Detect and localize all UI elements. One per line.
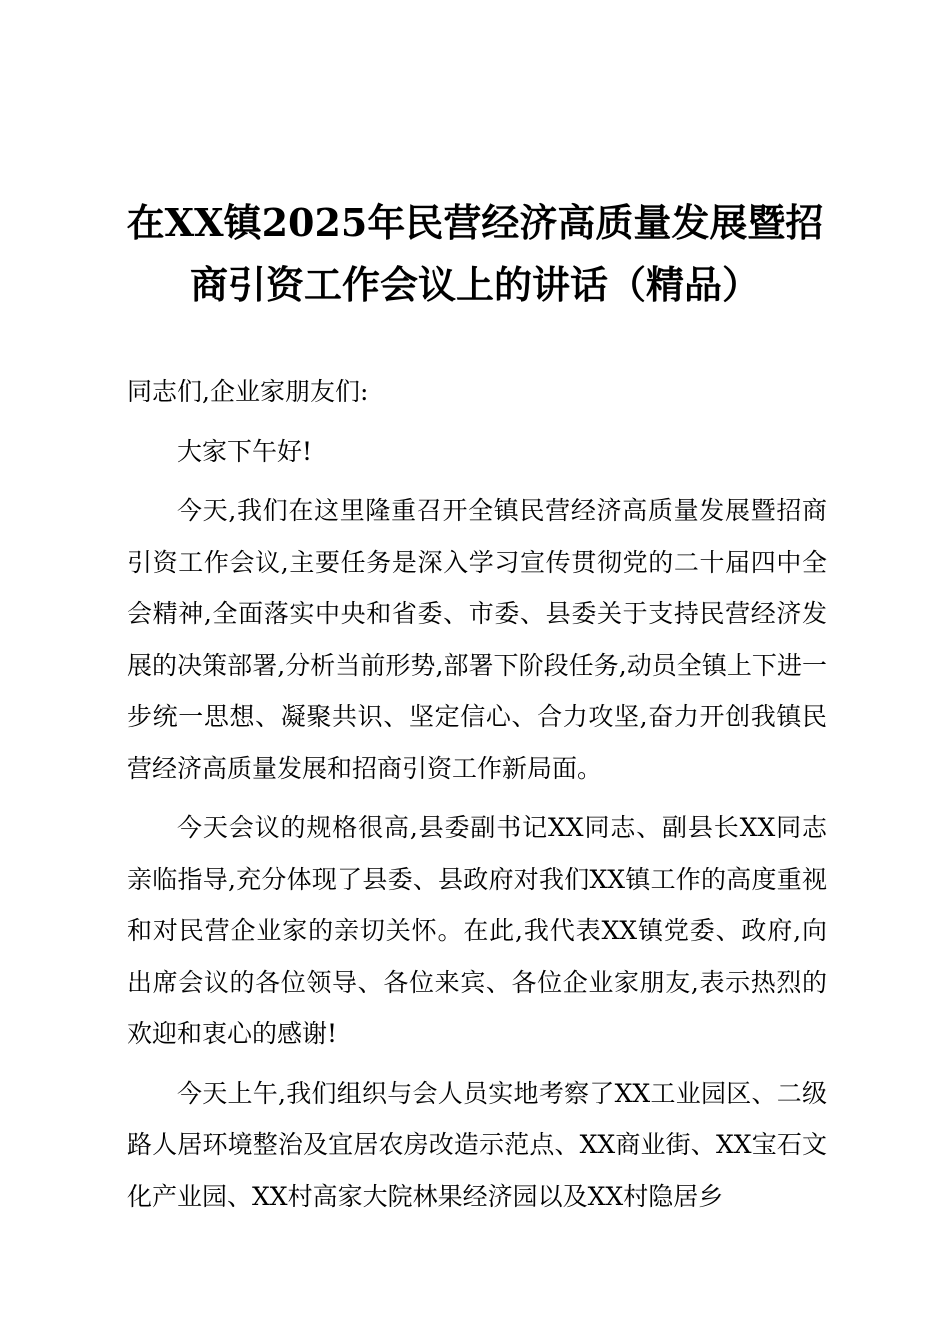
title-line-2: 商引资工作会议上的讲话（精品）	[189, 262, 760, 307]
salutation: 同志们,企业家朋友们:	[127, 377, 369, 406]
document-body	[127, 366, 827, 1222]
title-line-1: 在XX镇2025年民营经济高质量发展暨招	[126, 200, 824, 245]
paragraph-greeting: 大家下午好!	[177, 436, 313, 466]
paragraph-meeting-purpose: 今天,我们在这里隆重召开全镇民营经济高质量发展暨招商引资工作会议,主要任务是深入学习宣传贯彻党的二十届四中全会精神,全面落实中央和省委、市委、县委关于支持民营经济发展的决策部署,分析当前形势,部署下阶段任务,动员全镇上下进一步统一思想、凝聚共识、坚定信心、合力攻坚,奋力开创我镇民营经济高质量发展和招商引资工作新局面。	[127, 496, 827, 783]
paragraph-site-visit: 今天上午,我们组织与会人员实地考察了XX工业园区、二级路人居环境整治及宜居农房改造示范点、XX商业街、XX宝石文化产业园、XX村高家大院林果经济园以及XX村隐居乡	[127, 1078, 827, 1211]
document-title	[110, 192, 840, 316]
paragraph-welcome: 今天会议的规格很高,县委副书记XX同志、副县长XX同志亲临指导,充分体现了县委、县政府对我们XX镇工作的高度重视和对民营企业家的亲切关怀。在此,我代表XX镇党委、政府,向出席会议的各位领导、各位来宾、各位企业家朋友,表示热烈的欢迎和衷心的感谢!	[127, 813, 827, 1048]
